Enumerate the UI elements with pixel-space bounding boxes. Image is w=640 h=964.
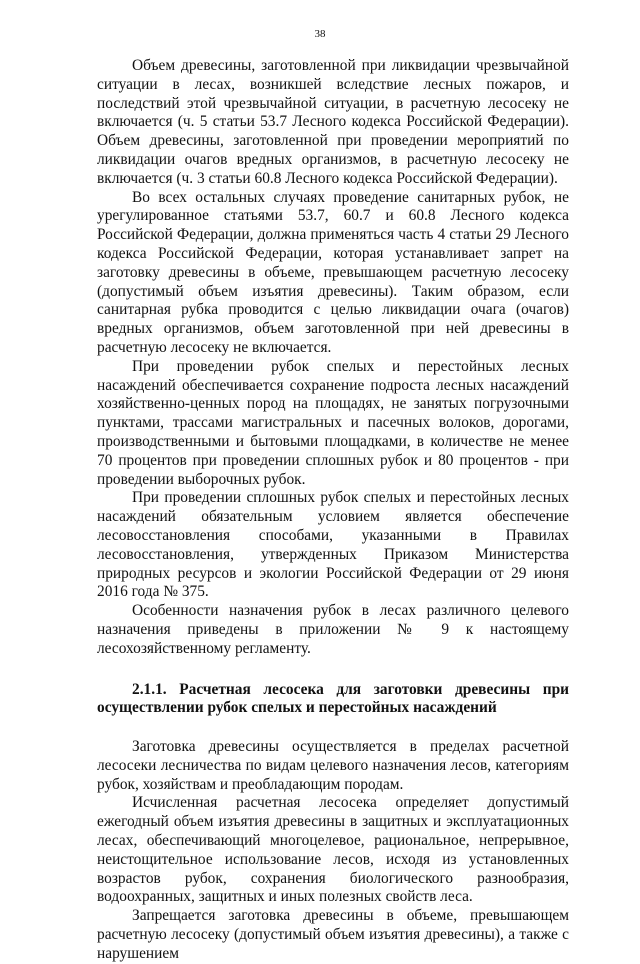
paragraph-emergency-timber: Объем древесины, заготовленной при ликвидации чрезвычайной ситуации в лесах, возникшей вследствие лесных пожаров, и последствий этой чрезвычайной ситуации, в расчетную лесосеку не включается (ч. 5 статьи 53.7 Лесного кодекса Российской Федерации). Объем древесины, заготовленной при проведении мероприятий по ликвидации очагов вредных организмов, в расчетную лесосеку не включается (ч. 3 статьи 60.8 Лесного кодекса Российской Федерации). [97, 57, 569, 187]
page-number: 38 [314, 28, 326, 40]
paragraph-allowable-volume: Исчисленная расчетная лесосека определяет допустимый ежегодный объем изъятия древесины в защитных и эксплуатационных лесах, обеспечивающий многоцелевое, рациональное, непрерывное, неистощительное использование лесов, исходя из установленных возрастов рубок, сохранения биологического разнообразия, водоохранных, защитных и иных полезных свойств леса. [97, 794, 569, 906]
paragraph-sanitary-felling: Во всех остальных случаях проведение санитарных рубок, не урегулированное статьями 53.7, 60.7 и 60.8 Лесного кодекса Российской Федерации, должна применяться часть 4 статьи 29 Лесного кодекса Российской Федерации, которая устанавливает запрет на заготовку древесины в объеме, превышающем расчетную лесосеку (допустимый объем изъятия древесины). Таким образом, если санитарная рубка проводится с целью ликвидации очага (очагов) вредных организмов, объем заготовленной при ней древесины в расчетную лесосеку не включается. [97, 188, 569, 356]
paragraph-undergrowth-preservation: При проведении рубок спелых и перестойных лесных насаждений обеспечивается сохранение подроста лесных насаждений хозяйственно-ценных пород на площадях, не занятых погрузочными пунктами, трассами магистральных и пасечных волоков, дорогами, производственными и бытовыми площадками, в количестве не менее 70 процентов при проведении сплошных рубок и 80 процентов - при проведении выборочных рубок. [97, 357, 569, 488]
section-heading: 2.1.1. Расчетная лесосека для заготовки древесины при осуществлении рубок спелых и перестойных насаждений [97, 680, 569, 717]
paragraph-appendix-reference: Особенности назначения рубок в лесах различного целевого назначения приведены в приложении № 9 к настоящему лесохозяйственному регламенту. [97, 602, 569, 657]
paragraph-reforestation: При проведении сплошных рубок спелых и перестойных лесных насаждений обязательным условием является обеспечение лесовосстановления способами, указанными в Правилах лесовосстановления, утвержденных Приказом Министерства природных ресурсов и экологии Российской Федерации от 29 июня 2016 года № 375. [97, 489, 569, 601]
section-gap [97, 718, 569, 738]
document-body [97, 57, 569, 964]
paragraph-harvest-limits: Заготовка древесины осуществляется в пределах расчетной лесосеки лесничества по видам целевого назначения лесов, категориям рубок, хозяйствам и преобладающим породам. [97, 738, 569, 793]
paragraph-prohibition: Запрещается заготовка древесины в объеме, превышающем расчетную лесосеку (допустимый объем изъятия древесины), а также с нарушением [97, 907, 569, 962]
